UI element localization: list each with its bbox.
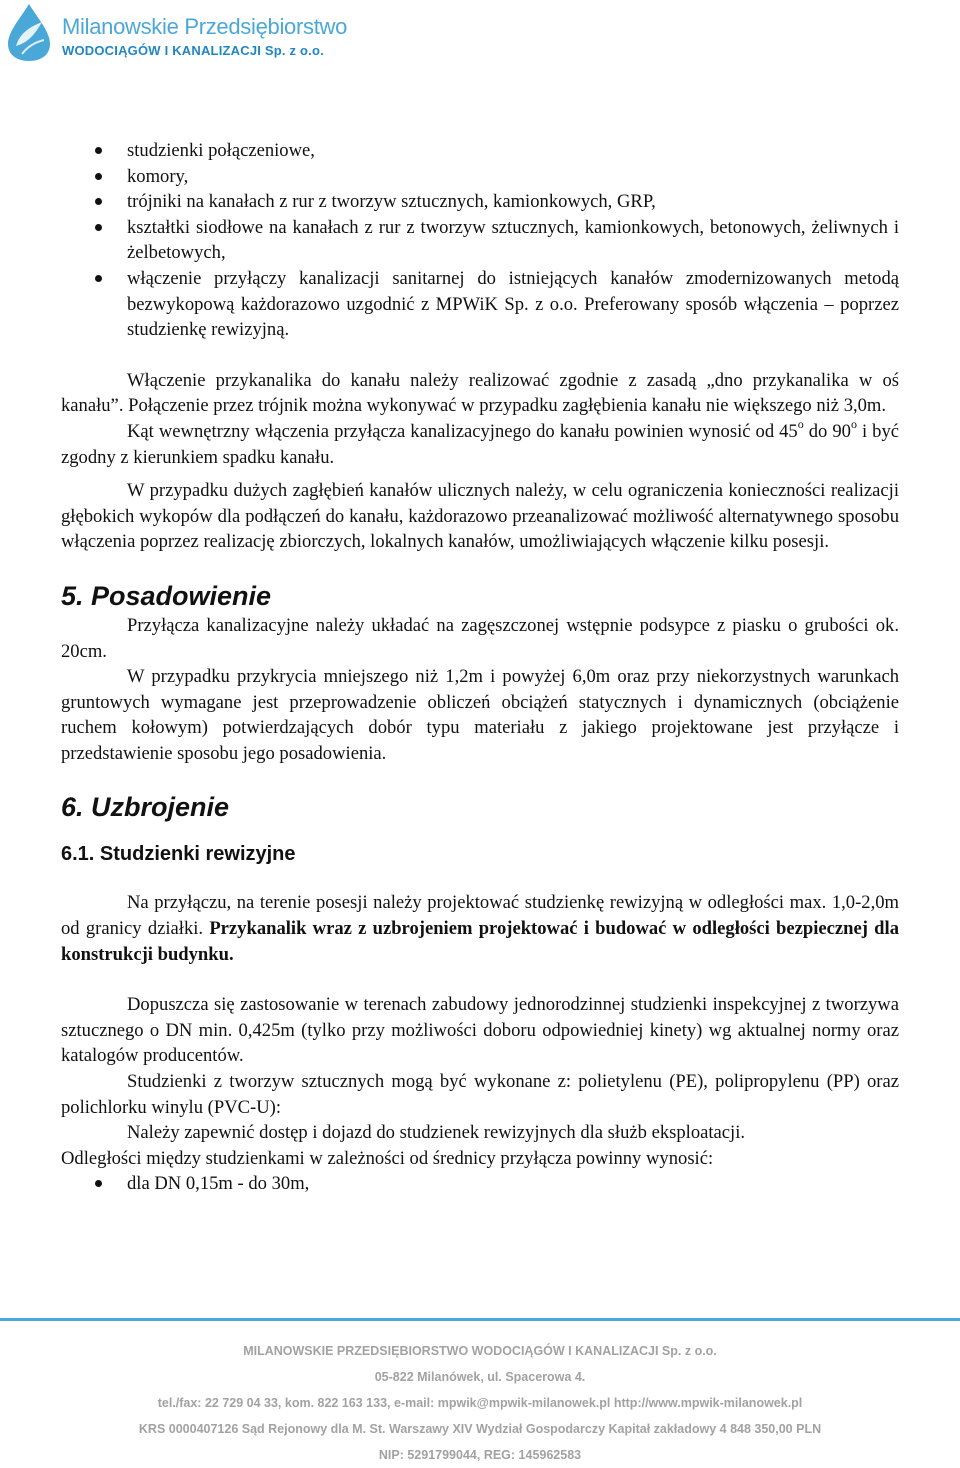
bullet-list-top: [61, 138, 899, 343]
footer-divider: [0, 1318, 960, 1321]
paragraph-bedding: Przyłącza kanalizacyjne należy układać na zagęszczonej wstępnie podsypce z piasku o grubości ok. 20cm.: [61, 614, 899, 662]
bullet-icon: [95, 198, 102, 205]
paragraph-distances: Odległości między studzienkami w zależności od średnicy przyłącza powinny wynosić:: [61, 1147, 714, 1169]
page-footer: [0, 1338, 960, 1468]
list-item: dla DN 0,15m - do 30m,: [61, 1171, 899, 1197]
bullet-icon: [95, 1180, 102, 1187]
bullet-icon: [95, 275, 102, 282]
bullet-icon: [95, 224, 102, 231]
paragraph-access: Należy zapewnić dostęp i dojazd do studzienek rewizyjnych dla służb eksploatacji.: [127, 1122, 746, 1144]
company-subtitle: WODOCIĄGÓW I KANALIZACJI Sp. z o.o.: [62, 43, 324, 58]
list-item: trójniki na kanałach z rur z tworzyw sztucznych, kamionkowych, GRP,: [61, 189, 899, 215]
bullet-list-distances: [61, 1171, 899, 1197]
paragraph-angle: Kąt wewnętrzny włączenia przyłącza kanalizacyjnego do kanału powinien wynosić od 45$^o$ do 90$^o$ i być zgodny z kierunkiem spadku kanału.: [61, 416, 900, 468]
paragraph-plastic-chamber: Dopuszcza się zastosowanie w terenach zabudowy jednorodzinnej studzienki inspekcyjnej z tworzywa sztucznego o DN min. 0,425m (tylko przy możliwości doboru odpowiedniej kinety) wg aktualnej normy oraz katalogów producentów.: [61, 994, 899, 1067]
bullet-icon: [95, 147, 102, 154]
paragraph-cover-depth: W przypadku przykrycia mniejszego niż 1,2m i powyżej 6,0m oraz przy niekorzystnych warunkach gruntowych wymagane jest przeprowadzenie obliczeń obciążeń statycznych i dynamicznych (obciążenie ruchem kołowym) potwierdzających dobór typu materiału z jakiego projektowane jest przyłącze i przedstawienie sposobu jego posadowienia.: [61, 666, 899, 764]
list-item: studzienki połączeniowe,: [61, 138, 899, 164]
company-name: Milanowskie Przedsiębiorstwo: [62, 14, 348, 39]
document-body: [61, 138, 899, 1197]
footer-contact: tel./fax: 22 729 04 33, kom. 822 163 133, e-mail: mpwik@mpwik-milanowek.pl http://www.mpwik-milanowek.pl: [157, 1396, 803, 1410]
section-6-heading: 6. Uzbrojenie: [61, 792, 230, 823]
footer-tax-ids: NIP: 5291799044, REG: 145962583: [378, 1448, 582, 1462]
page-header: [0, 0, 400, 70]
list-item: włączenie przyłączy kanalizacji sanitarnej do istniejących kanałów zmodernizowanych metodą bezwykopową każdorazowo uzgodnić z MPWiK Sp. z o.o. Preferowany sposób włączenia – poprzez studzienkę rewizyjną.: [61, 266, 899, 343]
list-item: komory,: [61, 164, 899, 190]
section-6-1-heading: 6.1. Studzienki rewizyjne: [61, 843, 296, 866]
paragraph-deep-sewers: W przypadku dużych zagłębień kanałów ulicznych należy, w celu ograniczenia konieczności realizacji głębokich wykopów dla podłączeń do kanału, każdorazowo przeanalizować możliwość alternatywnego sposobu włączenia poprzez realizację zbiorczych, lokalnych kanałów, umożliwiających włączenie kilku posesji.: [61, 480, 899, 553]
paragraph-materials: Studzienki z tworzyw sztucznych mogą być wykonane z: polietylenu (PE), polipropylenu (PP) oraz polichlorku winylu (PVC-U):: [61, 1071, 899, 1118]
footer-company: MILANOWSKIE PRZEDSIĘBIORSTWO WODOCIĄGÓW I KANALIZACJI Sp. z o.o.: [243, 1344, 717, 1358]
water-drop-leaf-icon: [2, 2, 56, 62]
list-item: kształtki siodłowe na kanałach z rur z tworzyw sztucznych, kamionkowych, betonowych, żeliwnych i żelbetowych,: [61, 215, 899, 266]
bullet-icon: [95, 173, 102, 180]
footer-address: 05-822 Milanówek, ul. Spacerowa 4.: [374, 1370, 586, 1384]
paragraph-inspection-chamber: Na przyłączu, na terenie posesji należy projektować studzienkę rewizyjną w odległości max. 1,0-2,0m od granicy działki. Przykanalik wraz z uzbrojeniem projektować i budować w odległości bezpiecznej dla konstrukcji budynku.: [61, 892, 899, 965]
paragraph-connection-rule: Włączenie przykanalika do kanału należy realizować zgodnie z zasadą „dno przykanalika w oś kanału”. Połączenie przez trójnik można wykonywać w przypadku zagłębienia kanału nie większego niż 3,0m.: [61, 369, 899, 417]
footer-registry: KRS 0000407126 Sąd Rejonowy dla M. St. Warszawy XIV Wydział Gospodarczy Kapitał zakładowy 4 848 350,00 PLN: [138, 1422, 822, 1436]
section-5-heading: 5. Posadowienie: [61, 580, 272, 611]
